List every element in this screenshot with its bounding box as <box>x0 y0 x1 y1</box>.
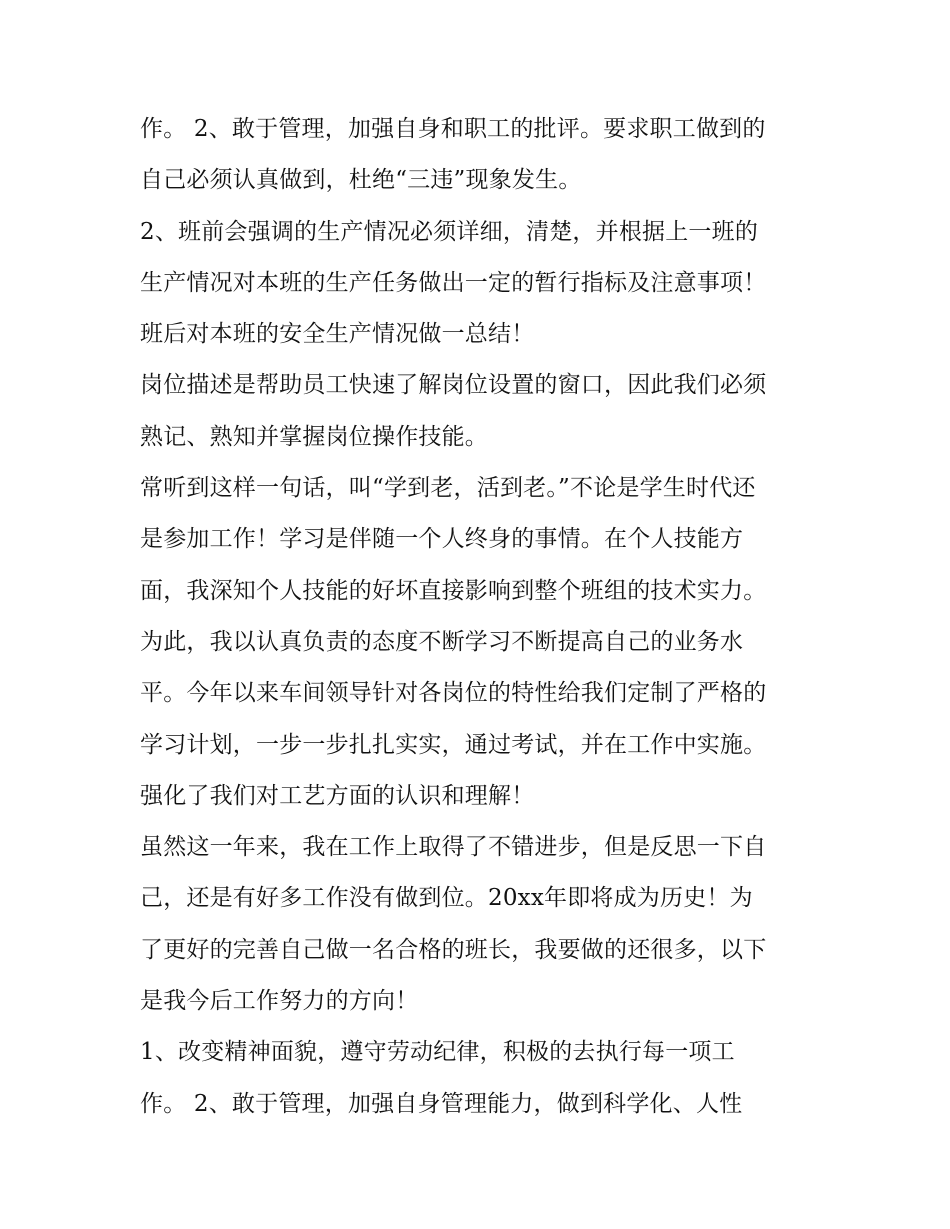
text-line-4: 生产情况对本班的生产任务做出一定的暂行指标及注意事项！ <box>140 269 767 296</box>
text-line-8: 常听到这样一句话，叫“学到老，活到老。”不论是学生时代还 <box>140 475 756 502</box>
text-line-1: 作。 2、敢于管理，加强自身和职工的批评。要求职工做到的 <box>140 116 766 142</box>
text-line-20: 作。 2、敢于管理，加强自身管理能力，做到科学化、人性 <box>140 1090 743 1117</box>
text-line-19: 1、改变精神面貌，遵守劳动纪律，积极的去执行每一项工 <box>140 1039 735 1066</box>
text-line-3: 2、班前会强调的生产情况必须详细，清楚，并根据上一班的 <box>140 218 759 245</box>
text-line-16: 己，还是有好多工作没有做到位。20xx年即将成为历史！为 <box>140 885 753 912</box>
document-body <box>140 104 820 1130</box>
text-line-18: 是我今后工作努力的方向！ <box>140 988 419 1015</box>
text-line-6: 岗位描述是帮助员工快速了解岗位设置的窗口，因此我们必须 <box>140 372 767 399</box>
text-line-13: 学习计划，一步一步扎扎实实，通过考试，并在工作中实施。 <box>140 731 767 758</box>
text-line-12: 平。今年以来车间领导针对各岗位的特性给我们定制了严格的 <box>140 680 767 707</box>
text-line-15: 虽然这一年来，我在工作上取得了不错进步，但是反思一下自 <box>140 834 767 861</box>
text-line-10: 面，我深知个人技能的好坏直接影响到整个班组的技术实力。 <box>140 577 767 604</box>
text-line-7: 熟记、熟知并掌握岗位操作技能。 <box>140 423 488 450</box>
text-line-17: 了更好的完善自己做一名合格的班长，我要做的还很多，以下 <box>140 936 767 963</box>
text-line-14: 强化了我们对工艺方面的认识和理解！ <box>140 782 535 809</box>
text-line-9: 是参加工作！学习是伴随一个人终身的事情。在个人技能方 <box>140 526 744 553</box>
text-line-5: 班后对本班的安全生产情况做一总结！ <box>140 321 535 348</box>
text-line-2: 自己必须认真做到，杜绝“三违”现象发生。 <box>140 167 582 194</box>
text-line-11: 为此，我以认真负责的态度不断学习不断提高自己的业务水 <box>140 628 744 655</box>
